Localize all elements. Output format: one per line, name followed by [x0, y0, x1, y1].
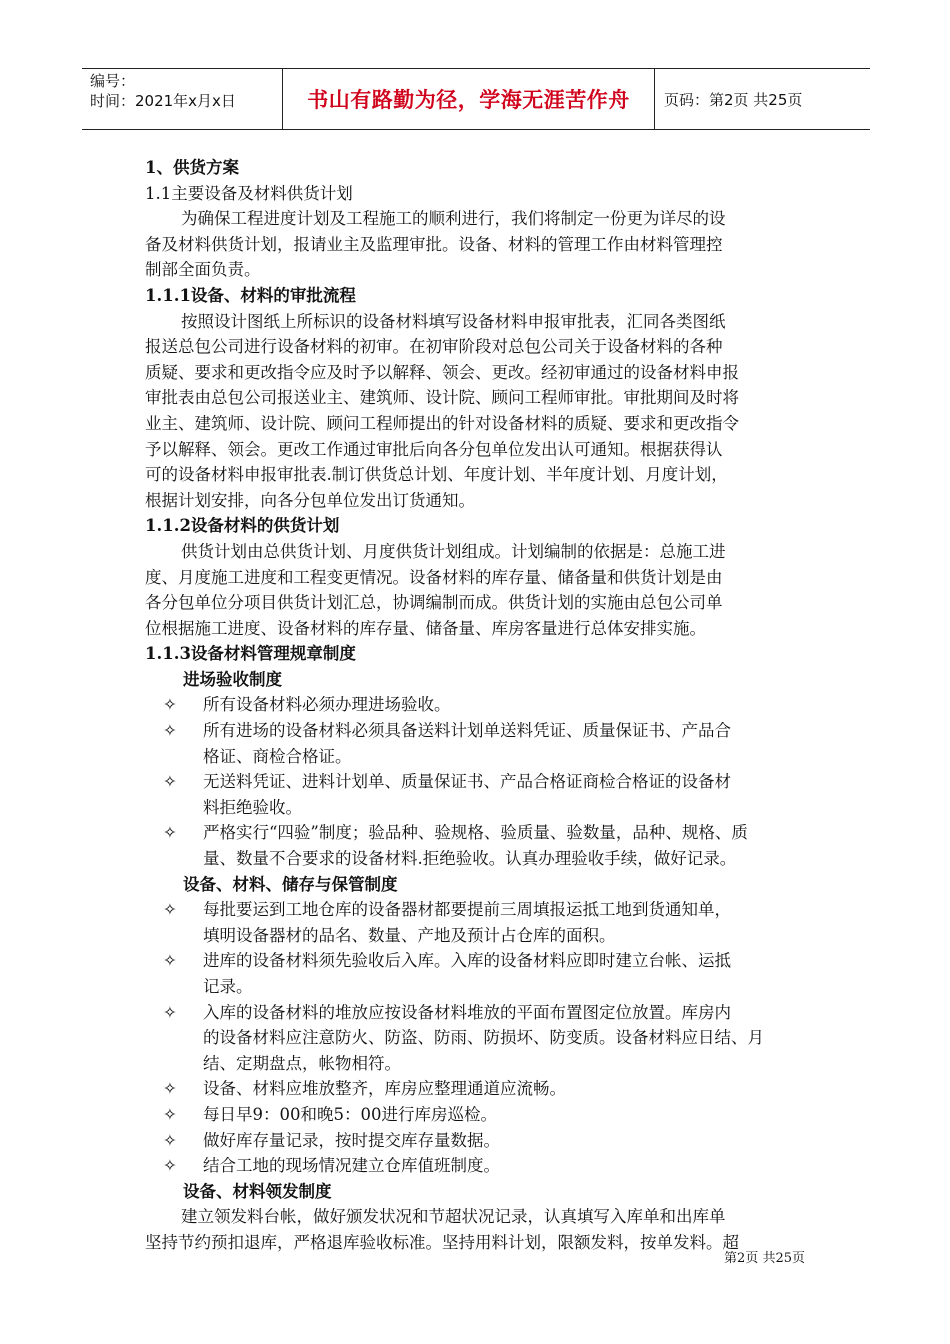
list-item: ✧ 每批要运到工地仓库的设备器材都要提前三周填报运抵工地到货通知单， — [145, 897, 810, 923]
list-item: ✧ 所有进场的设备材料必须具备送料计划单送料凭证、质量保证书、产品合 — [145, 718, 810, 744]
list-item: ✧ 入库的设备材料的堆放应按设备材料堆放的平面布置图定位放置。库房内 — [145, 1000, 810, 1026]
subsection-heading: 1.1主要设备及材料供货计划 — [145, 183, 353, 203]
paragraph-line: 制部全面负责。 — [145, 260, 261, 280]
paragraph-line: 供货计划由总供货计划、月度供货计划组成。计划编制的依据是：总施工进 — [181, 541, 726, 561]
rule-heading: 设备、材料领发制度 — [183, 1181, 332, 1201]
list-item-continuation: 填明设备器材的品名、数量、产地及预计占仓库的面积。 — [203, 925, 616, 945]
paragraph-line: 审批表由总包公司报送业主、建筑师、设计院、顾问工程师审批。审批期间及时将 — [145, 388, 739, 408]
list-item: ✧ 所有设备材料必须办理进场验收。 — [145, 692, 810, 718]
rule-heading: 进场验收制度 — [183, 669, 282, 689]
paragraph-line: 位根据施工进度、设备材料的库存量、储备量、库房客量进行总体安排实施。 — [145, 618, 706, 638]
list-item: ✧ 设备、材料应堆放整齐，库房应整理通道应流畅。 — [145, 1076, 810, 1102]
paragraph-line: 予以解释、领会。更改工作通过审批后向各分包单位发出认可通知。根据获得认 — [145, 439, 723, 459]
paragraph-line: 为确保工程进度计划及工程施工的顺利进行，我们将制定一份更为详尽的设 — [181, 209, 726, 229]
paragraph-line: 度、月度施工进度和工程变更情况。设备材料的库存量、储备量和供货计划是由 — [145, 567, 723, 587]
diamond-bullet-icon: ✧ — [163, 772, 177, 792]
diamond-bullet-icon: ✧ — [163, 1079, 177, 1099]
subsection-heading: 1.1.1设备、材料的审批流程 — [145, 285, 356, 305]
list-item-continuation: 的设备材料应注意防火、防盗、防雨、防损坏、防变质。设备材料应日结、月 — [203, 1028, 764, 1048]
header-page-info: 页码：第2页 共25页 — [664, 90, 803, 109]
paragraph-line: 业主、建筑师、设计院、顾问工程师提出的针对设备材料的质疑、要求和更改指令 — [145, 413, 739, 433]
document-body — [145, 155, 810, 1256]
section-heading: 1、供货方案 — [145, 158, 239, 177]
header-motto: 书山有路勤为径，学海无涯苦作舟 — [307, 88, 630, 112]
list-item-continuation: 记录。 — [203, 977, 253, 996]
list-item-continuation: 料拒绝验收。 — [203, 797, 302, 817]
list-item: ✧ 无送料凭证、进料计划单、质量保证书、产品合格证商检合格证的设备材 — [145, 769, 810, 795]
diamond-bullet-icon: ✧ — [163, 951, 177, 971]
list-item: ✧ 严格实行“四验”制度；验品种、验规格、验质量、验数量，品种、规格、质 — [145, 820, 810, 846]
paragraph-line: 坚持节约预扣退库，严格退库验收标准。坚持用料计划，限额发料，按单发料。超 — [145, 1232, 739, 1252]
diamond-bullet-icon: ✧ — [163, 1104, 177, 1124]
paragraph-line: 建立领发料台帐，做好颁发状况和节超状况记录，认真填写入库单和出库单 — [181, 1207, 726, 1227]
paragraph-line: 备及材料供货计划，报请业主及监理审批。设备、材料的管理工作由材料管理控 — [145, 234, 723, 254]
diamond-bullet-icon: ✧ — [163, 900, 177, 920]
list-item-continuation: 格证、商检合格证。 — [203, 746, 352, 766]
diamond-bullet-icon: ✧ — [163, 1156, 177, 1176]
diamond-bullet-icon: ✧ — [163, 1130, 177, 1150]
paragraph-line: 报送总包公司进行设备材料的初审。在初审阶段对总包公司关于设备材料的各种 — [145, 337, 723, 357]
paragraph-line: 根据计划安排，向各分包单位发出订货通知。 — [145, 490, 475, 510]
list-item: ✧ 结合工地的现场情况建立仓库值班制度。 — [145, 1153, 810, 1179]
header-divider — [654, 69, 655, 129]
paragraph-line: 各分包单位分项目供货计划汇总，协调编制而成。供货计划的实施由总包公司单 — [145, 593, 723, 613]
header-meta — [90, 71, 280, 111]
subsection-heading: 1.1.3设备材料管理规章制度 — [145, 644, 356, 664]
subsection-heading: 1.1.2设备材料的供货计划 — [145, 516, 340, 536]
list-item-continuation: 量、数量不合要求的设备材料.拒绝验收。认真办理验收手续，做好记录。 — [203, 849, 737, 869]
diamond-bullet-icon: ✧ — [163, 1002, 177, 1022]
rule-heading: 设备、材料、储存与保管制度 — [183, 874, 398, 894]
diamond-bullet-icon: ✧ — [163, 695, 177, 715]
paragraph-line: 可的设备材料申报审批表.制订供货总计划、年度计划、半年度计划、月度计划， — [145, 465, 728, 485]
paragraph-line: 按照设计图纸上所标识的设备材料填写设备材料申报审批表，汇同各类图纸 — [181, 311, 726, 331]
diamond-bullet-icon: ✧ — [163, 823, 177, 843]
document-number-label: 编号： — [90, 72, 136, 90]
document-date: 时间：2021年x月x日 — [90, 92, 236, 110]
page-header — [82, 68, 870, 130]
diamond-bullet-icon: ✧ — [163, 721, 177, 741]
list-item: ✧ 做好库存量记录，按时提交库存量数据。 — [145, 1128, 810, 1154]
page-footer: 第2页 共25页 — [724, 1251, 805, 1266]
list-item: ✧ 每日早9：00和晚5：00进行库房巡检。 — [145, 1102, 810, 1128]
list-item: ✧ 进库的设备材料须先验收后入库。入库的设备材料应即时建立台帐、运抵 — [145, 948, 810, 974]
paragraph-line: 质疑、要求和更改指令应及时予以解释、领会、更改。经初审通过的设备材料申报 — [145, 362, 739, 382]
list-item-continuation: 结、定期盘点，帐物相符。 — [203, 1053, 401, 1073]
